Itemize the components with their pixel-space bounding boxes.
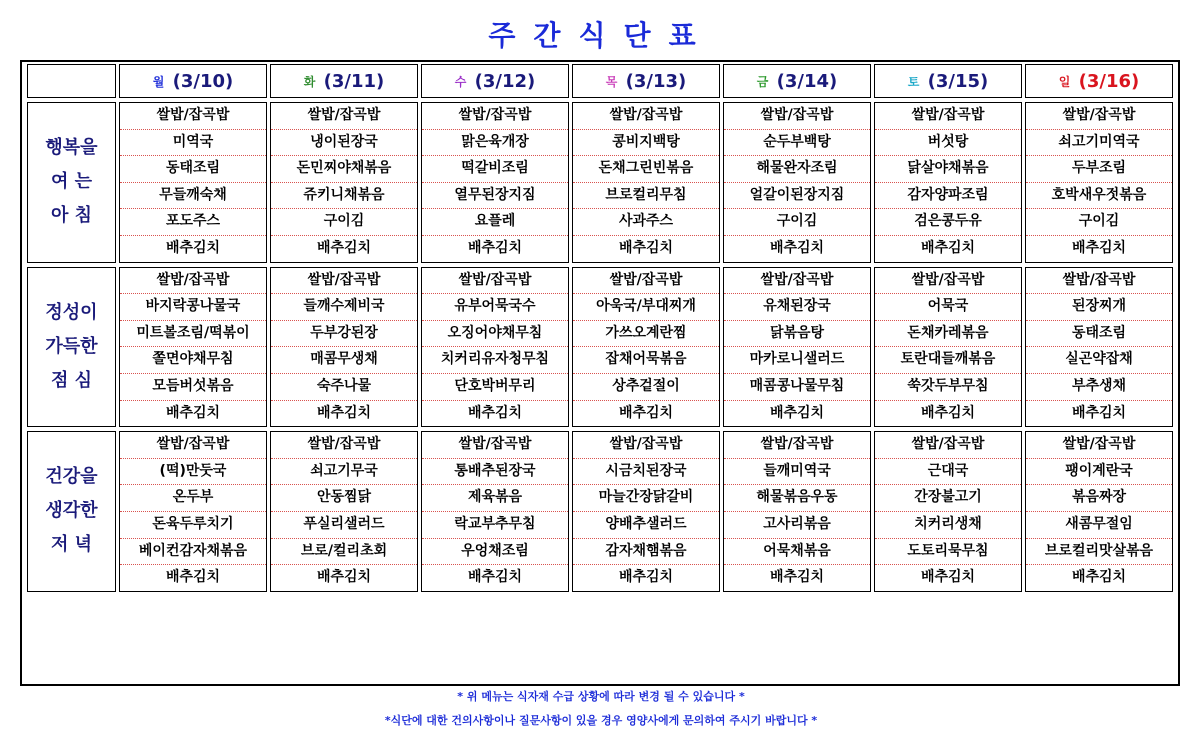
day-menu-cell: [572, 431, 720, 592]
menu-item: 안동찜닭: [271, 485, 417, 512]
menu-item: 쫄면야채무침: [120, 347, 266, 374]
menu-item: 쇠고기무국: [271, 459, 417, 486]
meal-label: [27, 102, 116, 263]
menu-item: 배추김치: [165, 404, 221, 421]
page-title: 주간식단표: [488, 19, 714, 52]
day-menu-cell: [874, 102, 1022, 263]
menu-item: 우엉채조림: [422, 539, 568, 566]
menu-item: 쌀밥/잡곡밥: [422, 103, 568, 130]
day-icon: 월: [152, 75, 165, 89]
menu-item: 된장찌개: [1026, 294, 1172, 321]
day-icon: 일: [1058, 75, 1071, 89]
menu-item: 푸실리샐러드: [271, 512, 417, 539]
menu-item: 버섯탕: [875, 130, 1021, 157]
meal-label-line: 정성이: [45, 301, 98, 323]
menu-item: 브로컬리무침: [573, 183, 719, 210]
menu-item: 쌀밥/잡곡밥: [271, 103, 417, 130]
menu-item: 두부강된장: [271, 321, 417, 348]
menu-item: 치커리생채: [875, 512, 1021, 539]
menu-item: 쌀밥/잡곡밥: [120, 432, 266, 459]
menu-item: 요플레: [422, 209, 568, 236]
day-icon: 화: [303, 75, 316, 89]
menu-item: 배추김치: [165, 569, 221, 586]
menu-item: 배추김치: [920, 404, 976, 421]
menu-item: 토란대들깨볶음: [875, 347, 1021, 374]
menu-item: 호박새우젓볶음: [1026, 183, 1172, 210]
menu-item: 배추김치: [316, 569, 372, 586]
menu-item: 배추김치: [316, 404, 372, 421]
menu-item: 쌀밥/잡곡밥: [573, 432, 719, 459]
menu-item: 얼갈이된장지짐: [724, 183, 870, 210]
menu-item: 매콤무생채: [271, 347, 417, 374]
menu-item: 들깨미역국: [724, 459, 870, 486]
menu-item: 해물볶음우동: [724, 485, 870, 512]
day-date: (3/10): [172, 70, 234, 92]
meal-label-line: 생각한: [45, 500, 98, 522]
day-header: [421, 64, 569, 98]
day-icon: 금: [756, 75, 769, 89]
menu-item: 아욱국/부대찌개: [573, 294, 719, 321]
menu-item: 치커리유자청무침: [422, 347, 568, 374]
menu-item: 돈채카레볶음: [875, 321, 1021, 348]
menu-item: 바지락콩나물국: [120, 294, 266, 321]
menu-item: 쌀밥/잡곡밥: [875, 268, 1021, 295]
day-menu-cell: [723, 431, 871, 592]
meal-label-line: 건강을: [45, 466, 98, 488]
menu-item: 해물완자조림: [724, 156, 870, 183]
menu-item: 도토리묵무침: [875, 539, 1021, 566]
weekly-menu-table: [24, 64, 1176, 592]
day-header: [572, 64, 720, 98]
menu-item: 열무된장지짐: [422, 183, 568, 210]
menu-item: 배추김치: [618, 239, 674, 256]
menu-item: 쌀밥/잡곡밥: [875, 432, 1021, 459]
day-menu-cell: [572, 102, 720, 263]
day-header: [119, 64, 267, 98]
menu-item: 실곤약잡채: [1026, 347, 1172, 374]
day-menu-cell: [119, 431, 267, 592]
day-menu-cell: [421, 102, 569, 263]
meal-label-line: 아 침: [50, 205, 93, 227]
menu-item: 쌀밥/잡곡밥: [120, 103, 266, 130]
meal-label-line: 행복을: [45, 137, 98, 159]
day-date: (3/15): [927, 70, 989, 92]
day-menu-cell: [572, 267, 720, 428]
day-icon: 토: [907, 75, 920, 89]
menu-item: 배추김치: [467, 239, 523, 256]
day-menu-cell: [270, 431, 418, 592]
menu-item: 마카로니샐러드: [724, 347, 870, 374]
meal-row: [27, 102, 1173, 263]
meal-row: [27, 431, 1173, 592]
menu-item: 가쓰오계란찜: [573, 321, 719, 348]
meal-row: [27, 267, 1173, 428]
menu-item: 유채된장국: [724, 294, 870, 321]
meal-label-line: 가득한: [45, 335, 98, 357]
day-menu-cell: [874, 267, 1022, 428]
day-menu-cell: [723, 267, 871, 428]
menu-item: 제육볶음: [422, 485, 568, 512]
day-header: [270, 64, 418, 98]
menu-item: 락교부추무침: [422, 512, 568, 539]
menu-item: 배추김치: [467, 404, 523, 421]
menu-item: 쌀밥/잡곡밥: [875, 103, 1021, 130]
menu-item: 유부어묵국수: [422, 294, 568, 321]
menu-item: 쌀밥/잡곡밥: [271, 432, 417, 459]
menu-item: 배추김치: [1071, 569, 1127, 586]
notice-change: * 위 메뉴는 식자재 수급 상황에 따라 변경 될 수 있습니다 *: [457, 690, 745, 703]
day-header: [723, 64, 871, 98]
menu-item: 배추김치: [920, 569, 976, 586]
menu-item: 돈민찌야채볶음: [271, 156, 417, 183]
menu-item: 배추김치: [1071, 239, 1127, 256]
menu-item: 동태조림: [1026, 321, 1172, 348]
day-date: (3/12): [474, 70, 536, 92]
menu-item: 양배추샐러드: [573, 512, 719, 539]
menu-item: 닭살야채볶음: [875, 156, 1021, 183]
menu-item: 쌀밥/잡곡밥: [573, 103, 719, 130]
menu-item: 상추겉절이: [573, 374, 719, 401]
menu-item: 배추김치: [769, 569, 825, 586]
menu-item: 쌀밥/잡곡밥: [724, 268, 870, 295]
menu-item: 쌀밥/잡곡밥: [422, 268, 568, 295]
menu-item: 간장불고기: [875, 485, 1021, 512]
meal-label-line: 저 녁: [50, 534, 93, 556]
menu-item: 쌀밥/잡곡밥: [1026, 268, 1172, 295]
menu-item: 쌀밥/잡곡밥: [422, 432, 568, 459]
menu-item: 부추생채: [1026, 374, 1172, 401]
menu-item: 쌀밥/잡곡밥: [573, 268, 719, 295]
menu-item: 맑은육개장: [422, 130, 568, 157]
day-icon: 수: [454, 75, 467, 89]
menu-item: 통배추된장국: [422, 459, 568, 486]
meal-label: [27, 431, 116, 592]
menu-item: 쌀밥/잡곡밥: [724, 103, 870, 130]
meal-label-line: 점 심: [50, 369, 93, 391]
menu-item: 포도주스: [120, 209, 266, 236]
meal-label: [27, 267, 116, 428]
day-date: (3/13): [625, 70, 687, 92]
menu-item: 쌀밥/잡곡밥: [1026, 103, 1172, 130]
menu-item: 배추김치: [1071, 404, 1127, 421]
menu-item: 미트볼조림/떡볶이: [120, 321, 266, 348]
menu-item: 냉이된장국: [271, 130, 417, 157]
menu-item: 볶음짜장: [1026, 485, 1172, 512]
menu-item: 단호박버무리: [422, 374, 568, 401]
menu-item: 쇠고기미역국: [1026, 130, 1172, 157]
menu-item: 배추김치: [165, 239, 221, 256]
day-header: [1025, 64, 1173, 98]
menu-item: 브로/컬리초회: [271, 539, 417, 566]
menu-item: 쌀밥/잡곡밥: [120, 268, 266, 295]
menu-item: 고사리볶음: [724, 512, 870, 539]
day-header: [874, 64, 1022, 98]
day-date: (3/16): [1078, 70, 1140, 92]
menu-item: 동태조림: [120, 156, 266, 183]
menu-item: 쥬키니채볶음: [271, 183, 417, 210]
menu-item: 배추김치: [316, 239, 372, 256]
menu-item: 팽이계란국: [1026, 459, 1172, 486]
menu-item: 어묵국: [875, 294, 1021, 321]
day-date: (3/11): [323, 70, 385, 92]
menu-item: 배추김치: [769, 404, 825, 421]
header-corner: [27, 64, 116, 98]
menu-item: 사과주스: [573, 209, 719, 236]
day-menu-cell: [1025, 431, 1173, 592]
menu-item: 닭볶음탕: [724, 321, 870, 348]
menu-item: 숙주나물: [271, 374, 417, 401]
header-row: [27, 64, 1173, 98]
menu-item: 쑥갓두부무침: [875, 374, 1021, 401]
menu-item: 돈육두루치기: [120, 512, 266, 539]
day-menu-cell: [723, 102, 871, 263]
menu-item: 무들깨숙채: [120, 183, 266, 210]
day-menu-cell: [119, 267, 267, 428]
menu-table-frame: [20, 60, 1180, 686]
day-icon: 목: [605, 75, 618, 89]
menu-item: 베이컨감자채볶음: [120, 539, 266, 566]
day-menu-cell: [270, 102, 418, 263]
menu-item: 브로컬리맛살볶음: [1026, 539, 1172, 566]
day-menu-cell: [119, 102, 267, 263]
menu-item: 콩비지백탕: [573, 130, 719, 157]
menu-item: 감자양파조림: [875, 183, 1021, 210]
menu-item: 구이김: [1026, 209, 1172, 236]
day-menu-cell: [1025, 102, 1173, 263]
menu-item: 미역국: [120, 130, 266, 157]
menu-item: 온두부: [120, 485, 266, 512]
menu-item: 배추김치: [769, 239, 825, 256]
meal-label-line: 여 는: [50, 171, 93, 193]
menu-item: 오징어야채무침: [422, 321, 568, 348]
day-date: (3/14): [776, 70, 838, 92]
menu-item: 구이김: [724, 209, 870, 236]
menu-item: 잡채어묵볶음: [573, 347, 719, 374]
menu-item: 감자채햄볶음: [573, 539, 719, 566]
menu-item: 근대국: [875, 459, 1021, 486]
notice-contact: *식단에 대한 건의사항이나 질문사항이 있을 경우 영양사에게 문의하여 주시기 바랍니다 *: [384, 714, 818, 727]
menu-item: 두부조림: [1026, 156, 1172, 183]
menu-item: 모듬버섯볶음: [120, 374, 266, 401]
day-menu-cell: [270, 267, 418, 428]
menu-item: (떡)만둣국: [120, 459, 266, 486]
menu-item: 배추김치: [618, 404, 674, 421]
menu-item: 매콤콩나물무침: [724, 374, 870, 401]
menu-item: 쌀밥/잡곡밥: [724, 432, 870, 459]
day-menu-cell: [1025, 267, 1173, 428]
menu-item: 검은콩두유: [875, 209, 1021, 236]
menu-item: 시금치된장국: [573, 459, 719, 486]
day-menu-cell: [874, 431, 1022, 592]
menu-item: 배추김치: [467, 569, 523, 586]
menu-item: 들깨수제비국: [271, 294, 417, 321]
menu-item: 배추김치: [920, 239, 976, 256]
menu-item: 돈채그린빈볶음: [573, 156, 719, 183]
menu-item: 마늘간장닭갈비: [573, 485, 719, 512]
menu-item: 새콤무절임: [1026, 512, 1172, 539]
day-menu-cell: [421, 267, 569, 428]
menu-item: 떡갈비조림: [422, 156, 568, 183]
menu-item: 배추김치: [618, 569, 674, 586]
menu-item: 쌀밥/잡곡밥: [1026, 432, 1172, 459]
menu-item: 구이김: [271, 209, 417, 236]
menu-item: 쌀밥/잡곡밥: [271, 268, 417, 295]
menu-item: 어묵채볶음: [724, 539, 870, 566]
day-menu-cell: [421, 431, 569, 592]
menu-item: 순두부백탕: [724, 130, 870, 157]
